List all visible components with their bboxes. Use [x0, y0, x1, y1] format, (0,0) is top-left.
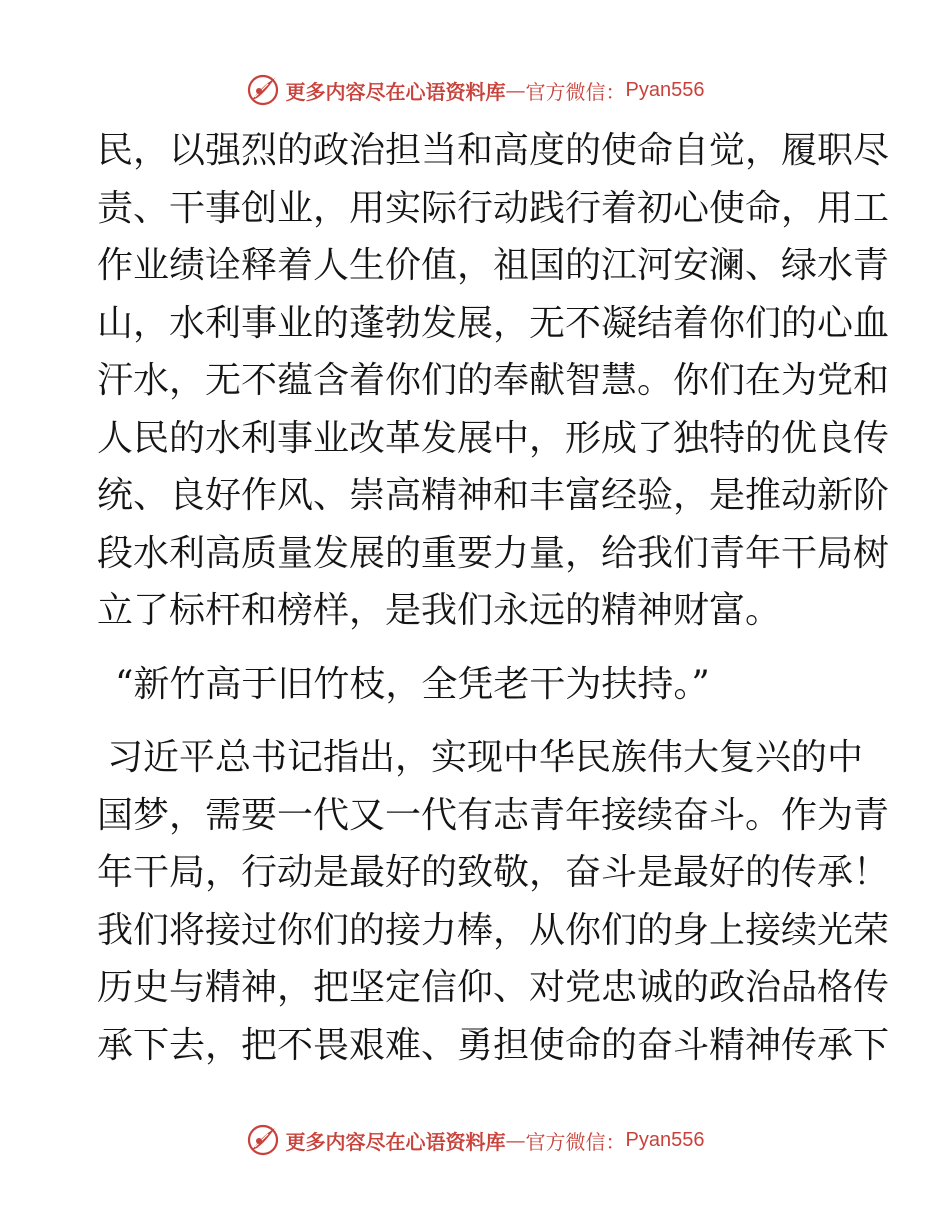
watermark-label: 官方微信： [525, 79, 626, 104]
text-line: 国梦，需要一代又一代有志青年接续奋斗。作为青 [97, 794, 890, 836]
text-line: 承下去，把不畏艰难、勇担使命的奋斗精神传承下 [97, 1024, 890, 1066]
watermark-id: Pyan556 [625, 78, 705, 101]
text-line: 作业绩诠释着人生价值，祖国的江河安澜、绿水青 [97, 245, 890, 286]
text-line: 我们将接过你们的接力棒，从你们的身上接续光荣 [97, 909, 890, 951]
paragraph-quote [97, 656, 857, 714]
text-line: 立了标杆和榜样，是我们永远的精神财富。 [97, 590, 782, 631]
feather-pen-logo-icon [246, 73, 280, 107]
paragraph-spacer [97, 713, 857, 729]
text-line: 责、干事创业，用实际行动践行着初心使命，用工 [97, 187, 890, 229]
watermark-main: 更多内容尽在心语资料库 [285, 1129, 506, 1154]
text-line: 年干局，行动是最好的致敬，奋斗是最好的传承！ [97, 852, 890, 893]
feather-pen-logo-icon [246, 1123, 280, 1157]
text-line: 统、良好作风、崇高精神和丰富经验，是推动新阶 [97, 475, 890, 516]
text-line: 民，以强烈的政治担当和高度的使命自觉，履职尽 [97, 130, 890, 171]
watermark-id: Pyan556 [625, 1128, 705, 1151]
header-watermark [0, 70, 950, 110]
watermark-separator: — [505, 78, 526, 102]
text-line: 历史与精神，把坚定信仰、对党忠诚的政治品格传 [97, 967, 890, 1008]
watermark-main: 更多内容尽在心语资料库 [285, 79, 506, 104]
text-line: “新竹高于旧竹枝，全凭老干为扶持。” [115, 663, 710, 705]
watermark-separator: — [505, 1128, 526, 1152]
watermark-text [286, 1126, 705, 1155]
text-line: 段水利高质量发展的重要力量，给我们青年干局树 [97, 532, 890, 574]
footer-watermark [0, 1120, 950, 1160]
text-line: 习近平总书记指出，实现中华民族伟大复兴的中 [107, 737, 864, 778]
paragraph-spacer [97, 640, 857, 656]
text-line: 山，水利事业的蓬勃发展，无不凝结着你们的心血 [97, 302, 890, 344]
paragraph-3 [97, 729, 890, 1074]
paragraph-1 [97, 122, 890, 640]
watermark-label: 官方微信： [525, 1129, 626, 1154]
text-line: 汗水，无不蕴含着你们的奉献智慧。你们在为党和 [97, 360, 890, 401]
watermark-text [286, 76, 705, 105]
document-body [97, 122, 890, 1074]
text-line: 人民的水利事业改革发展中，形成了独特的优良传 [97, 417, 890, 459]
